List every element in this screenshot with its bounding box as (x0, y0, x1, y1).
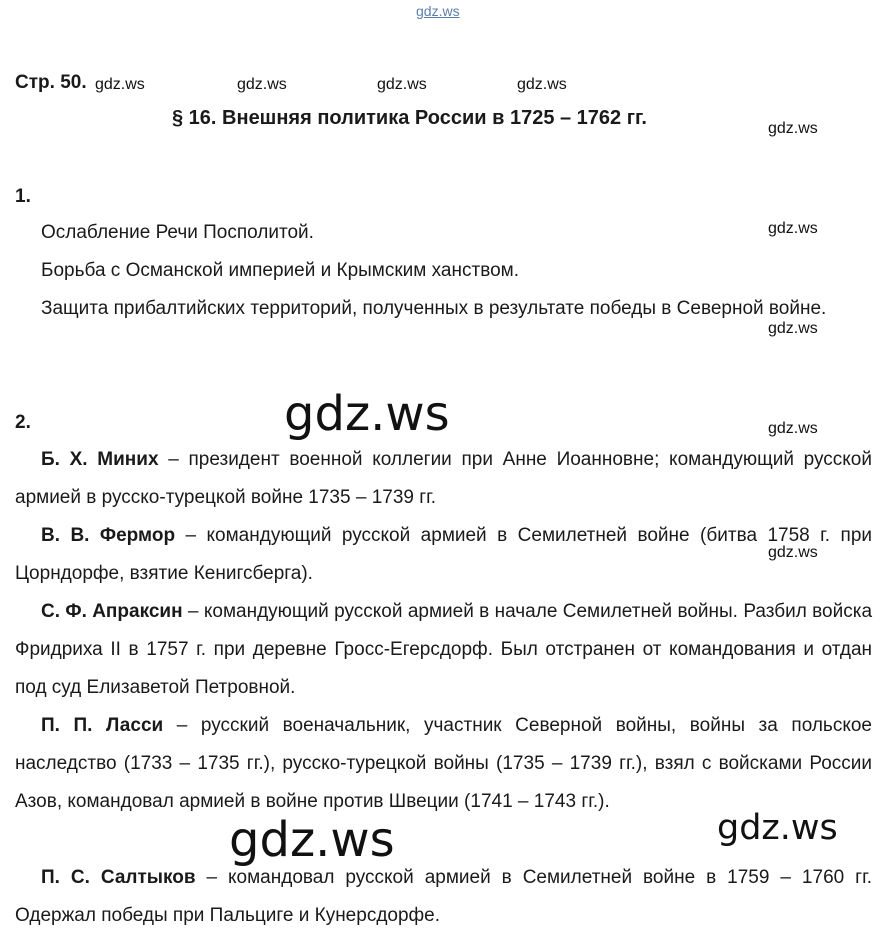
answer-line: Борьба с Османской империей и Крымским ханством. (41, 260, 519, 281)
person-entry (15, 517, 872, 593)
watermark: gdz.ws (237, 76, 287, 93)
task-number: 2. (15, 412, 31, 433)
watermark: gdz.ws (768, 220, 818, 237)
person-description: – президент военной коллегии при Анне Иоанновне; командующий русской армией в русско-турецкой войне 1735 – 1739 гг. (15, 449, 872, 508)
person-description: – командующий русской армией в начале Семилетней войны. Разбил войска Фридриха II в 1757 г. при деревне Гросс-Егерсдорф. Был отстранен от командования и отдан под суд Елизаветой Петровной. (15, 601, 873, 698)
answer-line: Ослабление Речи Посполитой. (41, 222, 314, 243)
watermark-large: gdz.ws (717, 808, 838, 848)
person-name: П. С. Салтыков (41, 867, 196, 888)
person-entry (15, 859, 872, 935)
person-entry (15, 707, 872, 821)
person-description: – командующий русской армией в Семилетней войне (битва 1758 г. при Цорндорфе, взятие Кенигсберга). (15, 525, 872, 584)
watermark: gdz.ws (377, 76, 427, 93)
person-entry (15, 441, 872, 517)
person-description: – русский военачальник, участник Северной войны, войны за польское наследство (1733 – 1735 гг.), русско-турецкой войны (1735 – 1739 гг.), взял с войсками России Азов, командовал армией в войне против Швеции (1741 – 1743 гг.). (15, 715, 872, 812)
person-name: Б. Х. Миних (41, 449, 159, 470)
watermark: gdz.ws (95, 76, 145, 93)
watermark-large: gdz.ws (284, 386, 450, 442)
person-entry (15, 593, 872, 707)
task-number: 1. (15, 186, 31, 207)
watermark: gdz.ws (768, 544, 818, 561)
person-name: С. Ф. Апраксин (41, 601, 183, 622)
person-name: П. П. Ласси (41, 715, 164, 736)
answer-paragraph: Защита прибалтийских территорий, полученных в результате победы в Северной войне. (41, 298, 827, 319)
watermark: gdz.ws (768, 120, 818, 137)
section-title: § 16. Внешняя политика России в 1725 – 1762 гг. (172, 107, 647, 129)
watermark-top-link[interactable]: gdz.ws (416, 3, 460, 19)
watermark: gdz.ws (768, 320, 818, 337)
person-name: В. В. Фермор (41, 525, 176, 546)
watermark: gdz.ws (517, 76, 567, 93)
person-description: – командовал русской армией в Семилетней войне в 1759 – 1760 гг. Одержал победы при Пальциге и Кунерсдорфе. (15, 867, 872, 926)
watermark-large: gdz.ws (229, 812, 395, 868)
watermark: gdz.ws (768, 420, 818, 437)
page-label: Стр. 50. (15, 72, 87, 93)
